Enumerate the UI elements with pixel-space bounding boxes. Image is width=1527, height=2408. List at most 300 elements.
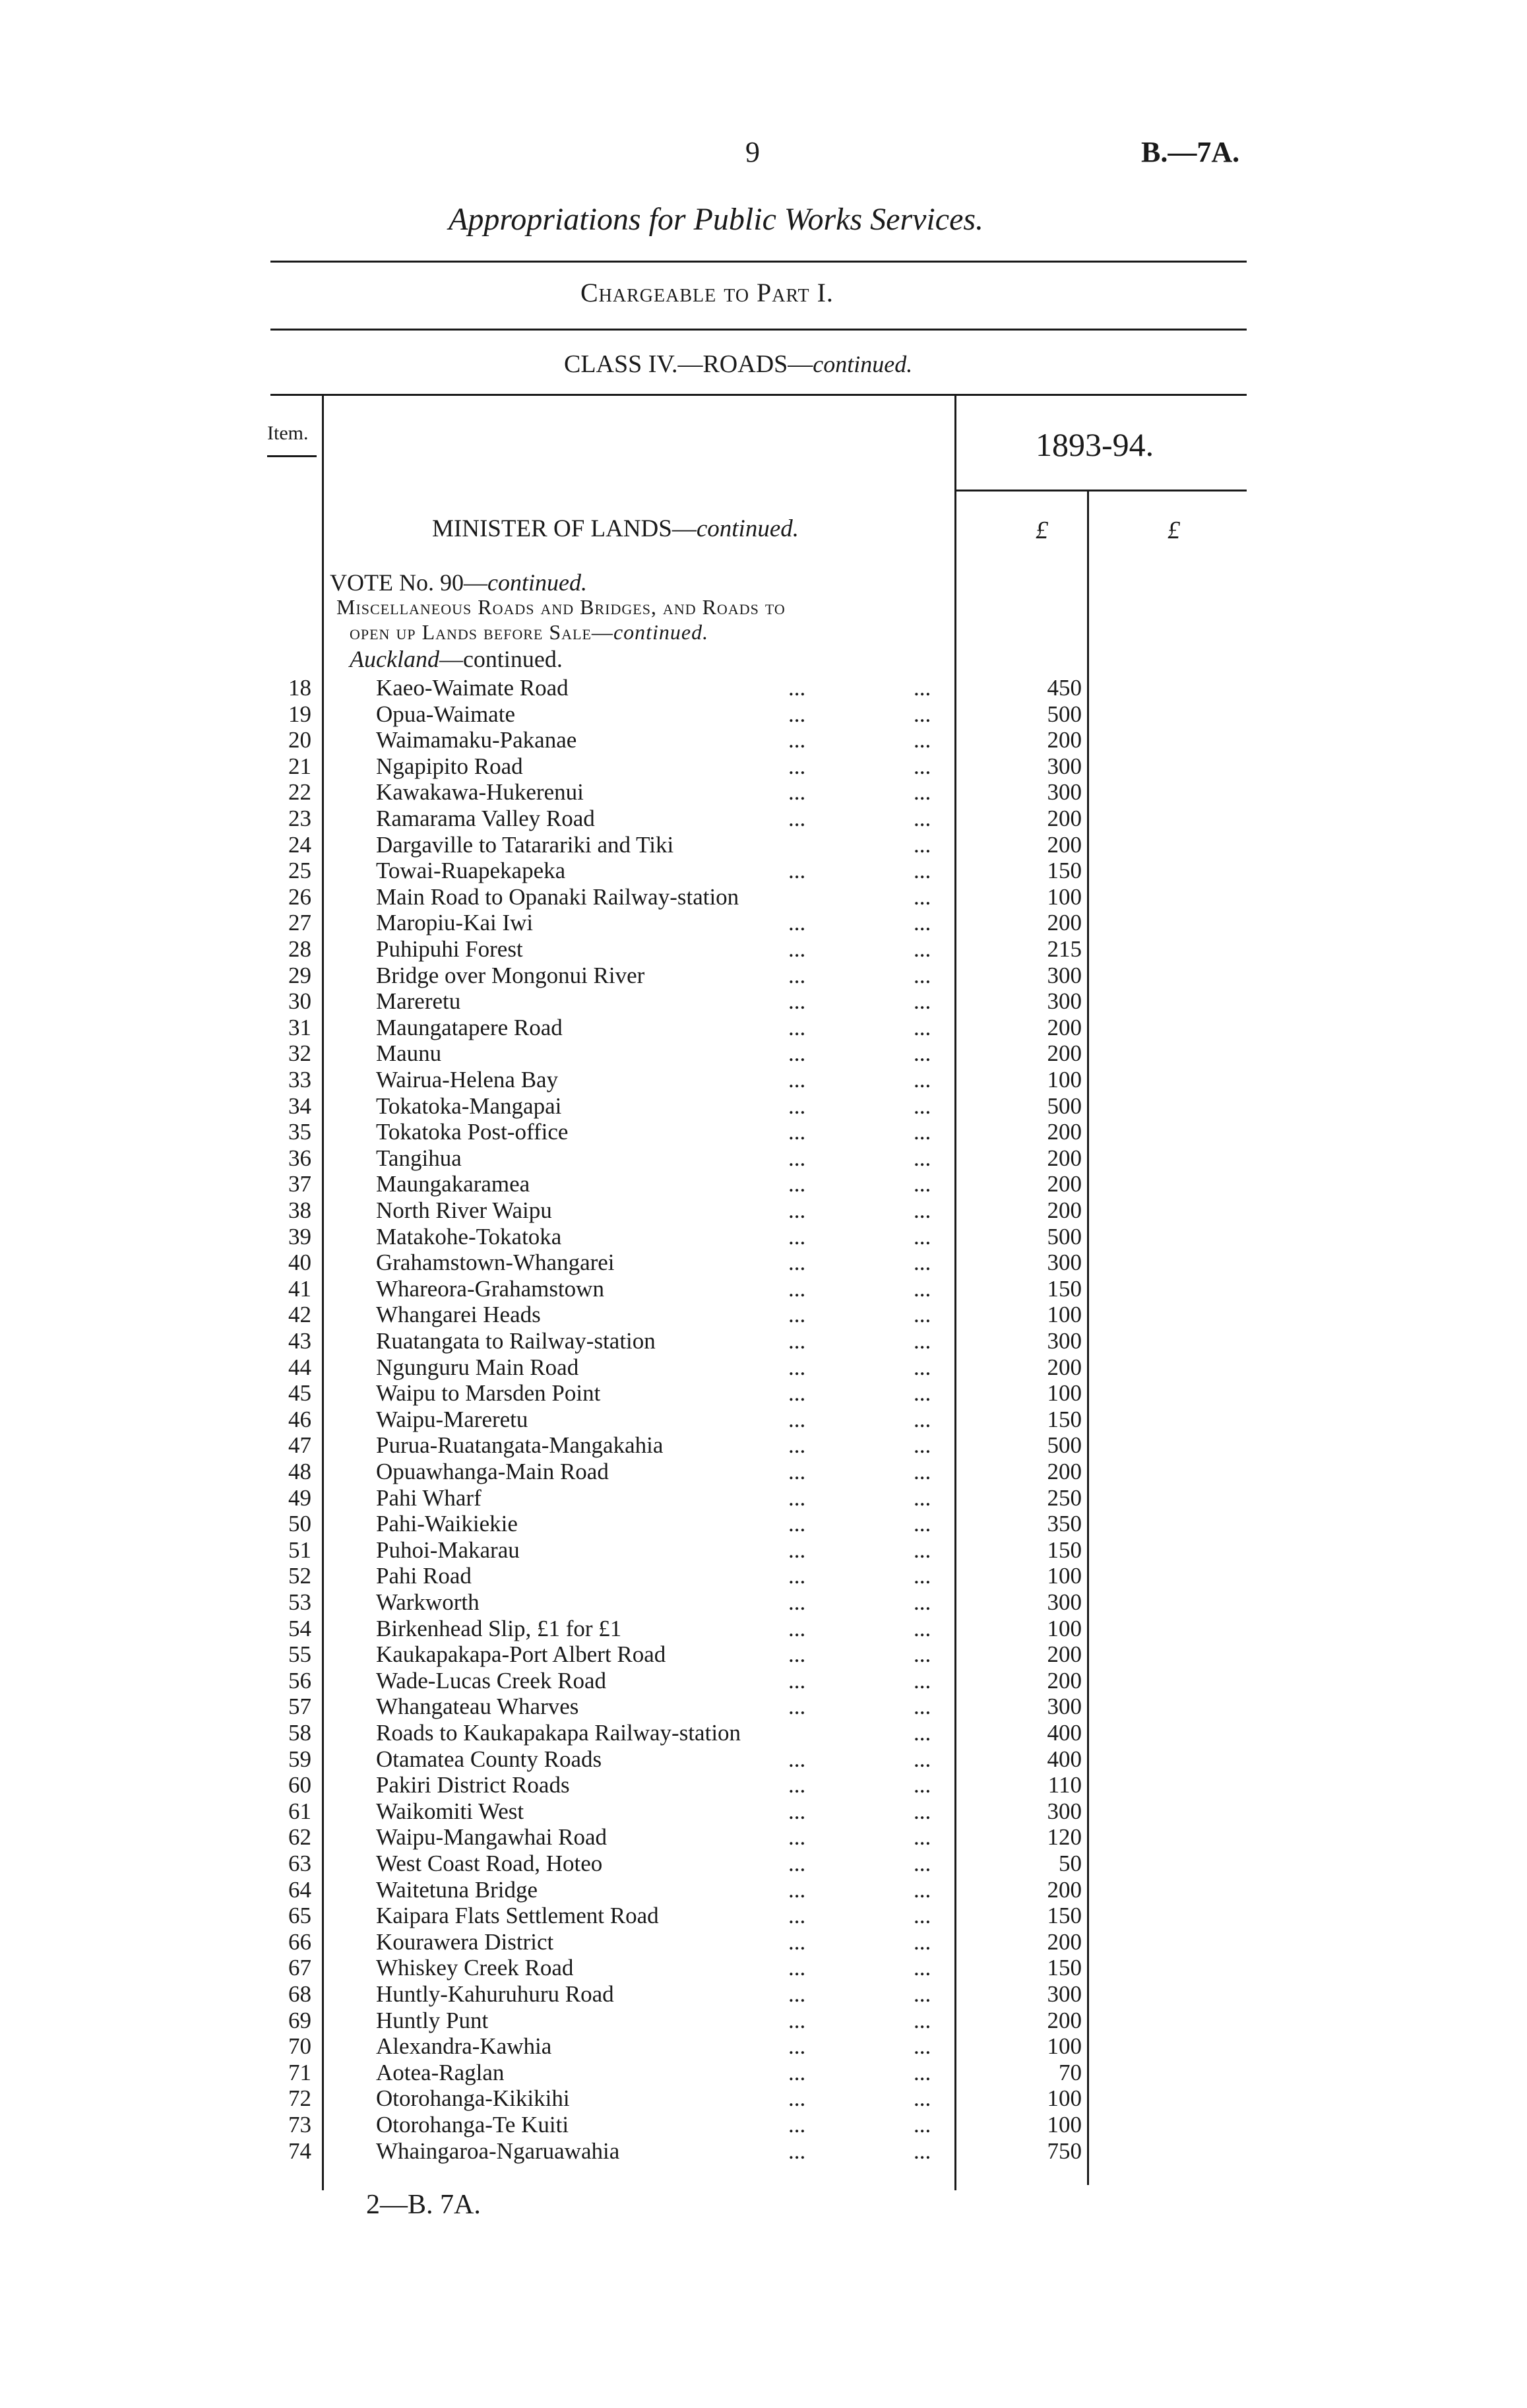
leader-dots: ... (788, 2008, 806, 2033)
item-number: 45 (288, 1380, 311, 1406)
leader-dots: ... (914, 1119, 931, 1145)
leader-dots: ... (788, 753, 806, 779)
amount-value: 350 (1047, 1511, 1082, 1537)
amount-value: 200 (1047, 1668, 1082, 1694)
leader-dots: ... (914, 988, 931, 1014)
leader-dots: ... (788, 1015, 806, 1040)
leader-dots: ... (914, 1040, 931, 1066)
amount-value: 200 (1047, 1877, 1082, 1903)
item-number: 36 (288, 1145, 311, 1171)
road-name: Puhipuhi Forest (376, 936, 523, 962)
leader-dots: ... (914, 2033, 931, 2059)
item-number: 54 (288, 1616, 311, 1641)
leader-dots: ... (914, 806, 931, 831)
item-number: 68 (288, 1981, 311, 2007)
item-number: 34 (288, 1093, 311, 1119)
item-number: 62 (288, 1824, 311, 1850)
road-name: Pahi Road (376, 1563, 472, 1589)
leader-dots: ... (914, 2060, 931, 2085)
amount-value: 120 (1047, 1824, 1082, 1850)
leader-dots: ... (914, 1276, 931, 1302)
leader-dots: ... (788, 1616, 806, 1641)
amount-value: 150 (1047, 1537, 1082, 1563)
item-number: 29 (288, 963, 311, 988)
amount-value: 150 (1047, 1276, 1082, 1302)
road-name: Otamatea County Roads (376, 1746, 602, 1772)
amount-value: 300 (1047, 988, 1082, 1014)
leader-dots: ... (914, 1929, 931, 1955)
road-name: Ruatangata to Railway-station (376, 1328, 656, 1354)
road-name: Whiskey Creek Road (376, 1955, 574, 1980)
item-number: 60 (288, 1772, 311, 1798)
road-name: Warkworth (376, 1589, 480, 1615)
road-name: Waipu-Mareretu (376, 1407, 528, 1432)
item-number: 49 (288, 1485, 311, 1511)
road-name: Kourawera District (376, 1929, 554, 1955)
amount-value: 200 (1047, 2008, 1082, 2033)
item-number: 73 (288, 2112, 311, 2138)
leader-dots: ... (914, 1746, 931, 1772)
leader-dots: ... (788, 727, 806, 753)
leader-dots: ... (914, 1824, 931, 1850)
leader-dots: ... (914, 1380, 931, 1406)
road-name: Towai-Ruapekapeka (376, 858, 566, 883)
road-name: Mareretu (376, 988, 461, 1014)
leader-dots: ... (788, 1354, 806, 1380)
amount-value: 500 (1047, 1432, 1082, 1458)
leader-dots: ... (788, 1250, 806, 1275)
amount-value: 100 (1047, 2085, 1082, 2111)
item-number: 27 (288, 910, 311, 935)
leader-dots: ... (788, 701, 806, 727)
leader-dots: ... (788, 910, 806, 935)
leader-dots: ... (788, 2085, 806, 2111)
leader-dots: ... (788, 1380, 806, 1406)
minister-heading (432, 515, 799, 543)
road-name: Main Road to Opanaki Railway-station (376, 884, 739, 910)
road-name: Whaingaroa-Ngaruawahia (376, 2138, 620, 2164)
road-name: Pahi Wharf (376, 1485, 482, 1511)
leader-dots: ... (914, 753, 931, 779)
leader-dots: ... (788, 779, 806, 805)
leader-dots: ... (788, 1093, 806, 1119)
rule-mid (270, 329, 1247, 331)
leader-dots: ... (914, 1589, 931, 1615)
item-number: 32 (288, 1040, 311, 1066)
leader-dots: ... (788, 1197, 806, 1223)
amount-value: 100 (1047, 1380, 1082, 1406)
signature-mark: 2—B. 7A. (366, 2190, 481, 2220)
item-number: 42 (288, 1302, 311, 1327)
leader-dots: ... (914, 1720, 931, 1746)
amount-value: 200 (1047, 727, 1082, 753)
road-name: Kaeo-Waimate Road (376, 675, 569, 701)
leader-dots: ... (788, 1877, 806, 1903)
amount-value: 750 (1047, 2138, 1082, 2164)
item-number: 40 (288, 1250, 311, 1275)
amount-value: 215 (1047, 936, 1082, 962)
item-number: 25 (288, 858, 311, 883)
amount-value: 200 (1047, 1145, 1082, 1171)
item-number: 58 (288, 1720, 311, 1746)
item-number: 24 (288, 832, 311, 858)
leader-dots: ... (788, 675, 806, 701)
amount-value: 150 (1047, 1407, 1082, 1432)
amount-value: 450 (1047, 675, 1082, 701)
amount-value: 200 (1047, 1641, 1082, 1667)
leader-dots: ... (788, 858, 806, 883)
leader-dots: ... (788, 1929, 806, 1955)
vote-heading-main: VOTE No. 90— (330, 569, 487, 596)
leader-dots: ... (914, 963, 931, 988)
amount-value: 100 (1047, 1067, 1082, 1093)
item-number: 41 (288, 1276, 311, 1302)
item-number: 19 (288, 701, 311, 727)
item-number: 50 (288, 1511, 311, 1537)
leader-dots: ... (914, 1302, 931, 1327)
item-number: 51 (288, 1537, 311, 1563)
leader-dots: ... (788, 1119, 806, 1145)
amount-value: 250 (1047, 1485, 1082, 1511)
item-column-rule (322, 396, 324, 2190)
road-name: Alexandra-Kawhia (376, 2033, 552, 2059)
item-number: 70 (288, 2033, 311, 2059)
item-number: 74 (288, 2138, 311, 2164)
item-number: 66 (288, 1929, 311, 1955)
amount-value: 200 (1047, 1354, 1082, 1380)
item-number: 18 (288, 675, 311, 701)
currency-symbol-1: £ (1036, 517, 1048, 544)
item-number: 46 (288, 1407, 311, 1432)
road-name: Grahamstown-Whangarei (376, 1250, 615, 1275)
amount-value: 200 (1047, 910, 1082, 935)
road-name: Opuawhanga-Main Road (376, 1459, 609, 1484)
road-name: Whangarei Heads (376, 1302, 541, 1327)
leader-dots: ... (788, 1798, 806, 1824)
road-name: Ramarama Valley Road (376, 806, 595, 831)
road-name: North River Waipu (376, 1197, 552, 1223)
leader-dots: ... (914, 1798, 931, 1824)
leader-dots: ... (788, 2060, 806, 2085)
chargeable-subtitle: Chargeable to Part I. (580, 278, 834, 307)
leader-dots: ... (788, 1067, 806, 1093)
road-name: Birkenhead Slip, £1 for £1 (376, 1616, 622, 1641)
amount-value: 50 (1059, 1851, 1082, 1876)
leader-dots: ... (914, 1328, 931, 1354)
leader-dots: ... (788, 963, 806, 988)
item-number: 22 (288, 779, 311, 805)
rule-year-under (954, 490, 1247, 491)
leader-dots: ... (788, 1459, 806, 1484)
leader-dots: ... (788, 1903, 806, 1928)
amount-value: 100 (1047, 1302, 1082, 1327)
leader-dots: ... (914, 2112, 931, 2138)
road-name: Kaukapakapa-Port Albert Road (376, 1641, 666, 1667)
amount-value: 300 (1047, 1589, 1082, 1615)
leader-dots: ... (788, 988, 806, 1014)
road-name: Kaipara Flats Settlement Road (376, 1903, 659, 1928)
item-number: 72 (288, 2085, 311, 2111)
road-name: Maungatapere Road (376, 1015, 563, 1040)
leader-dots: ... (914, 1668, 931, 1694)
item-number: 65 (288, 1903, 311, 1928)
road-name: Maungakaramea (376, 1171, 530, 1197)
road-name: Maunu (376, 1040, 442, 1066)
leader-dots: ... (914, 2008, 931, 2033)
page-title: Appropriations for Public Works Services. (449, 202, 984, 237)
item-number: 39 (288, 1224, 311, 1250)
road-name: Puhoi-Makarau (376, 1537, 520, 1563)
road-name: Whangateau Wharves (376, 1694, 579, 1719)
road-name: Roads to Kaukapakapa Railway-station (376, 1720, 741, 1746)
item-number: 21 (288, 753, 311, 779)
minister-heading-main: MINISTER OF LANDS— (432, 515, 697, 542)
leader-dots: ... (788, 2033, 806, 2059)
amount-value: 200 (1047, 806, 1082, 831)
road-name: Waitetuna Bridge (376, 1877, 538, 1903)
document-reference: B.—7A. (1141, 136, 1240, 168)
leader-dots: ... (914, 2085, 931, 2111)
road-name: Waipu to Marsden Point (376, 1380, 601, 1406)
leader-dots: ... (788, 936, 806, 962)
amount-value: 400 (1047, 1720, 1082, 1746)
misc-roads-heading-line1: Miscellaneous Roads and Bridges, and Roads to (336, 595, 786, 619)
leader-dots: ... (914, 910, 931, 935)
leader-dots: ... (914, 1903, 931, 1928)
amount-value: 200 (1047, 1015, 1082, 1040)
leader-dots: ... (914, 1015, 931, 1040)
leader-dots: ... (788, 1040, 806, 1066)
class-heading (564, 350, 912, 379)
leader-dots: ... (914, 701, 931, 727)
road-name: Otorohanga-Kikikihi (376, 2085, 570, 2111)
road-name: Waikomiti West (376, 1798, 524, 1824)
item-number: 44 (288, 1354, 311, 1380)
leader-dots: ... (914, 1877, 931, 1903)
leader-dots: ... (914, 1772, 931, 1798)
amount-value: 400 (1047, 1746, 1082, 1772)
leader-dots: ... (914, 1067, 931, 1093)
page-number: 9 (745, 136, 760, 168)
class-heading-continued: continued. (813, 351, 913, 377)
road-name: Ngapipito Road (376, 753, 523, 779)
road-name: Opua-Waimate (376, 701, 515, 727)
leader-dots: ... (788, 1276, 806, 1302)
road-name: Matakohe-Tokatoka (376, 1224, 562, 1250)
leader-dots: ... (788, 806, 806, 831)
minister-heading-continued: continued. (696, 515, 799, 542)
rule-table-top (270, 394, 1247, 396)
road-name: Aotea-Raglan (376, 2060, 505, 2085)
amount-value: 300 (1047, 1250, 1082, 1275)
leader-dots: ... (788, 1511, 806, 1537)
leader-dots: ... (914, 1485, 931, 1511)
amount-value: 200 (1047, 1119, 1082, 1145)
item-number: 61 (288, 1798, 311, 1824)
amount-value: 150 (1047, 1955, 1082, 1980)
leader-dots: ... (788, 1171, 806, 1197)
amount-value: 500 (1047, 1093, 1082, 1119)
misc-roads-heading-line2-continued: continued. (613, 620, 709, 644)
amount-value: 150 (1047, 1903, 1082, 1928)
region-name: Auckland (350, 646, 439, 672)
item-number: 43 (288, 1328, 311, 1354)
year-column-header: 1893-94. (1036, 426, 1154, 463)
road-name: Tokatoka-Mangapai (376, 1093, 562, 1119)
leader-dots: ... (914, 1171, 931, 1197)
leader-dots: ... (914, 832, 931, 858)
item-number: 30 (288, 988, 311, 1014)
road-name: Maropiu-Kai Iwi (376, 910, 534, 935)
amount-value: 200 (1047, 1197, 1082, 1223)
leader-dots: ... (788, 1668, 806, 1694)
road-name: Ngunguru Main Road (376, 1354, 579, 1380)
item-number: 47 (288, 1432, 311, 1458)
road-name: Waipu-Mangawhai Road (376, 1824, 607, 1850)
item-number: 59 (288, 1746, 311, 1772)
item-column-header: Item. (267, 422, 309, 444)
road-name: Pakiri District Roads (376, 1772, 570, 1798)
leader-dots: ... (914, 1537, 931, 1563)
amount-value: 200 (1047, 1040, 1082, 1066)
leader-dots: ... (788, 1824, 806, 1850)
amount-value: 100 (1047, 1563, 1082, 1589)
leader-dots: ... (788, 1589, 806, 1615)
road-name: Waimamaku-Pakanae (376, 727, 577, 753)
leader-dots: ... (914, 858, 931, 883)
leader-dots: ... (914, 1145, 931, 1171)
item-number: 33 (288, 1067, 311, 1093)
leader-dots: ... (788, 1772, 806, 1798)
rule-top (270, 261, 1247, 263)
leader-dots: ... (788, 1694, 806, 1719)
leader-dots: ... (788, 1746, 806, 1772)
amount-value: 300 (1047, 779, 1082, 805)
leader-dots: ... (914, 779, 931, 805)
leader-dots: ... (914, 1563, 931, 1589)
misc-roads-heading-line2-main: open up Lands before Sale— (350, 620, 613, 644)
leader-dots: ... (914, 1197, 931, 1223)
leader-dots: ... (788, 1981, 806, 2007)
item-number: 56 (288, 1668, 311, 1694)
amount-value: 300 (1047, 1694, 1082, 1719)
amount-value: 300 (1047, 1981, 1082, 2007)
leader-dots: ... (914, 1459, 931, 1484)
road-name: Wade-Lucas Creek Road (376, 1668, 606, 1694)
item-header-underline (267, 455, 317, 457)
item-number: 69 (288, 2008, 311, 2033)
leader-dots: ... (914, 675, 931, 701)
item-number: 52 (288, 1563, 311, 1589)
item-number: 53 (288, 1589, 311, 1615)
amount-value: 300 (1047, 1328, 1082, 1354)
leader-dots: ... (914, 1093, 931, 1119)
leader-dots: ... (788, 2138, 806, 2164)
year-column-rule (1087, 490, 1089, 2185)
item-number: 63 (288, 1851, 311, 1876)
leader-dots: ... (914, 1250, 931, 1275)
leader-dots: ... (914, 1432, 931, 1458)
leader-dots: ... (788, 1563, 806, 1589)
leader-dots: ... (914, 1354, 931, 1380)
leader-dots: ... (914, 1407, 931, 1432)
leader-dots: ... (914, 727, 931, 753)
leader-dots: ... (788, 1302, 806, 1327)
road-name: Otorohanga-Te Kuiti (376, 2112, 569, 2138)
amount-value: 300 (1047, 1798, 1082, 1824)
road-name: Purua-Ruatangata-Mangakahia (376, 1432, 664, 1458)
vote-heading (330, 569, 587, 596)
road-name: Huntly-Kahuruhuru Road (376, 1981, 614, 2007)
leader-dots: ... (788, 1407, 806, 1432)
leader-dots: ... (914, 1511, 931, 1537)
road-name: Bridge over Mongonui River (376, 963, 645, 988)
amount-value: 150 (1047, 858, 1082, 883)
amount-value: 300 (1047, 753, 1082, 779)
item-number: 71 (288, 2060, 311, 2085)
item-number: 55 (288, 1641, 311, 1667)
item-number: 23 (288, 806, 311, 831)
leader-dots: ... (788, 1851, 806, 1876)
road-name: Pahi-Waikiekie (376, 1511, 518, 1537)
region-continued: —continued. (439, 646, 563, 672)
leader-dots: ... (914, 1981, 931, 2007)
class-heading-main: CLASS IV.—ROADS— (564, 350, 813, 378)
item-number: 20 (288, 727, 311, 753)
leader-dots: ... (788, 1145, 806, 1171)
leader-dots: ... (914, 1224, 931, 1250)
amount-value: 200 (1047, 832, 1082, 858)
leader-dots: ... (788, 1224, 806, 1250)
amount-value: 200 (1047, 1929, 1082, 1955)
amount-value: 100 (1047, 1616, 1082, 1641)
item-number: 31 (288, 1015, 311, 1040)
leader-dots: ... (914, 1851, 931, 1876)
leader-dots: ... (788, 1432, 806, 1458)
road-name: Huntly Punt (376, 2008, 489, 2033)
amount-value: 100 (1047, 2033, 1082, 2059)
amount-value: 70 (1059, 2060, 1082, 2085)
amount-value: 110 (1047, 1772, 1082, 1798)
road-name: Dargaville to Tatarariki and Tiki (376, 832, 674, 858)
leader-dots: ... (914, 1641, 931, 1667)
leader-dots: ... (914, 2138, 931, 2164)
item-number: 48 (288, 1459, 311, 1484)
currency-symbol-2: £ (1168, 517, 1180, 544)
item-number: 35 (288, 1119, 311, 1145)
road-name: Tangihua (376, 1145, 462, 1171)
road-name: Tokatoka Post-office (376, 1119, 569, 1145)
item-number: 64 (288, 1877, 311, 1903)
leader-dots: ... (788, 1955, 806, 1980)
region-heading (350, 645, 563, 673)
misc-roads-heading-line2 (350, 620, 708, 645)
item-number: 28 (288, 936, 311, 962)
item-number: 38 (288, 1197, 311, 1223)
leader-dots: ... (914, 1955, 931, 1980)
item-number: 67 (288, 1955, 311, 1980)
item-number: 37 (288, 1171, 311, 1197)
amount-value: 200 (1047, 1459, 1082, 1484)
item-number: 57 (288, 1694, 311, 1719)
road-name: Whareora-Grahamstown (376, 1276, 604, 1302)
road-name: West Coast Road, Hoteo (376, 1851, 603, 1876)
leader-dots: ... (914, 936, 931, 962)
amount-value: 100 (1047, 884, 1082, 910)
leader-dots: ... (914, 884, 931, 910)
amount-value: 100 (1047, 2112, 1082, 2138)
vote-heading-continued: continued. (487, 569, 587, 596)
